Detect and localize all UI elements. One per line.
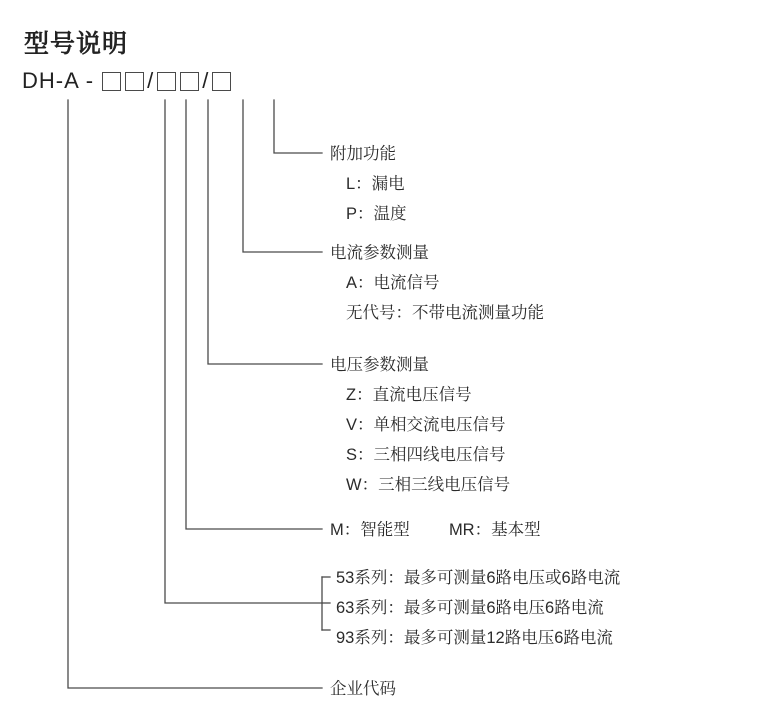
annotation-company-code: [330, 674, 396, 704]
annotation-extra-function-item-1: L：漏电: [346, 175, 405, 193]
model-code-slash-1: /: [147, 68, 155, 93]
model-code-dash: -: [85, 68, 95, 93]
model-code-prefix: DH-A: [22, 68, 80, 93]
annotation-current-param: [330, 238, 544, 328]
annotation-voltage-param-item-4: W：三相三线电压信号: [346, 476, 511, 494]
annotation-current-param-heading: 电流参数测量: [330, 244, 429, 262]
annotation-voltage-param-heading: 电压参数测量: [330, 356, 429, 374]
annotation-series-item-2: 63系列：最多可测量6路电压6路电流: [336, 599, 604, 617]
annotation-current-param-item-2: 无代号：不带电流测量功能: [346, 304, 544, 322]
annotation-type-right: MR：基本型: [448, 521, 541, 539]
annotation-voltage-param-item-1: Z：直流电压信号: [346, 386, 472, 404]
annotation-voltage-param: [330, 350, 510, 500]
annotation-company-code-text: 企业代码: [330, 680, 396, 698]
annotation-current-param-item-1: A：电流信号: [346, 274, 440, 292]
annotation-series: [336, 563, 620, 653]
annotation-extra-function-item-2: P：温度: [346, 205, 407, 223]
annotation-voltage-param-item-3: S：三相四线电压信号: [346, 446, 506, 464]
annotation-type: [330, 515, 541, 545]
annotation-extra-function: [330, 139, 407, 229]
model-code-slash-2: /: [202, 68, 210, 93]
annotation-type-left: M：智能型: [330, 521, 410, 539]
annotation-series-item-3: 93系列：最多可测量12路电压6路电流: [336, 629, 613, 647]
annotation-series-item-1: 53系列：最多可测量6路电压或6路电流: [336, 569, 621, 587]
annotation-extra-function-heading: 附加功能: [330, 145, 396, 163]
page-title: 型号说明: [24, 30, 129, 58]
annotation-voltage-param-item-2: V：单相交流电压信号: [346, 416, 506, 434]
